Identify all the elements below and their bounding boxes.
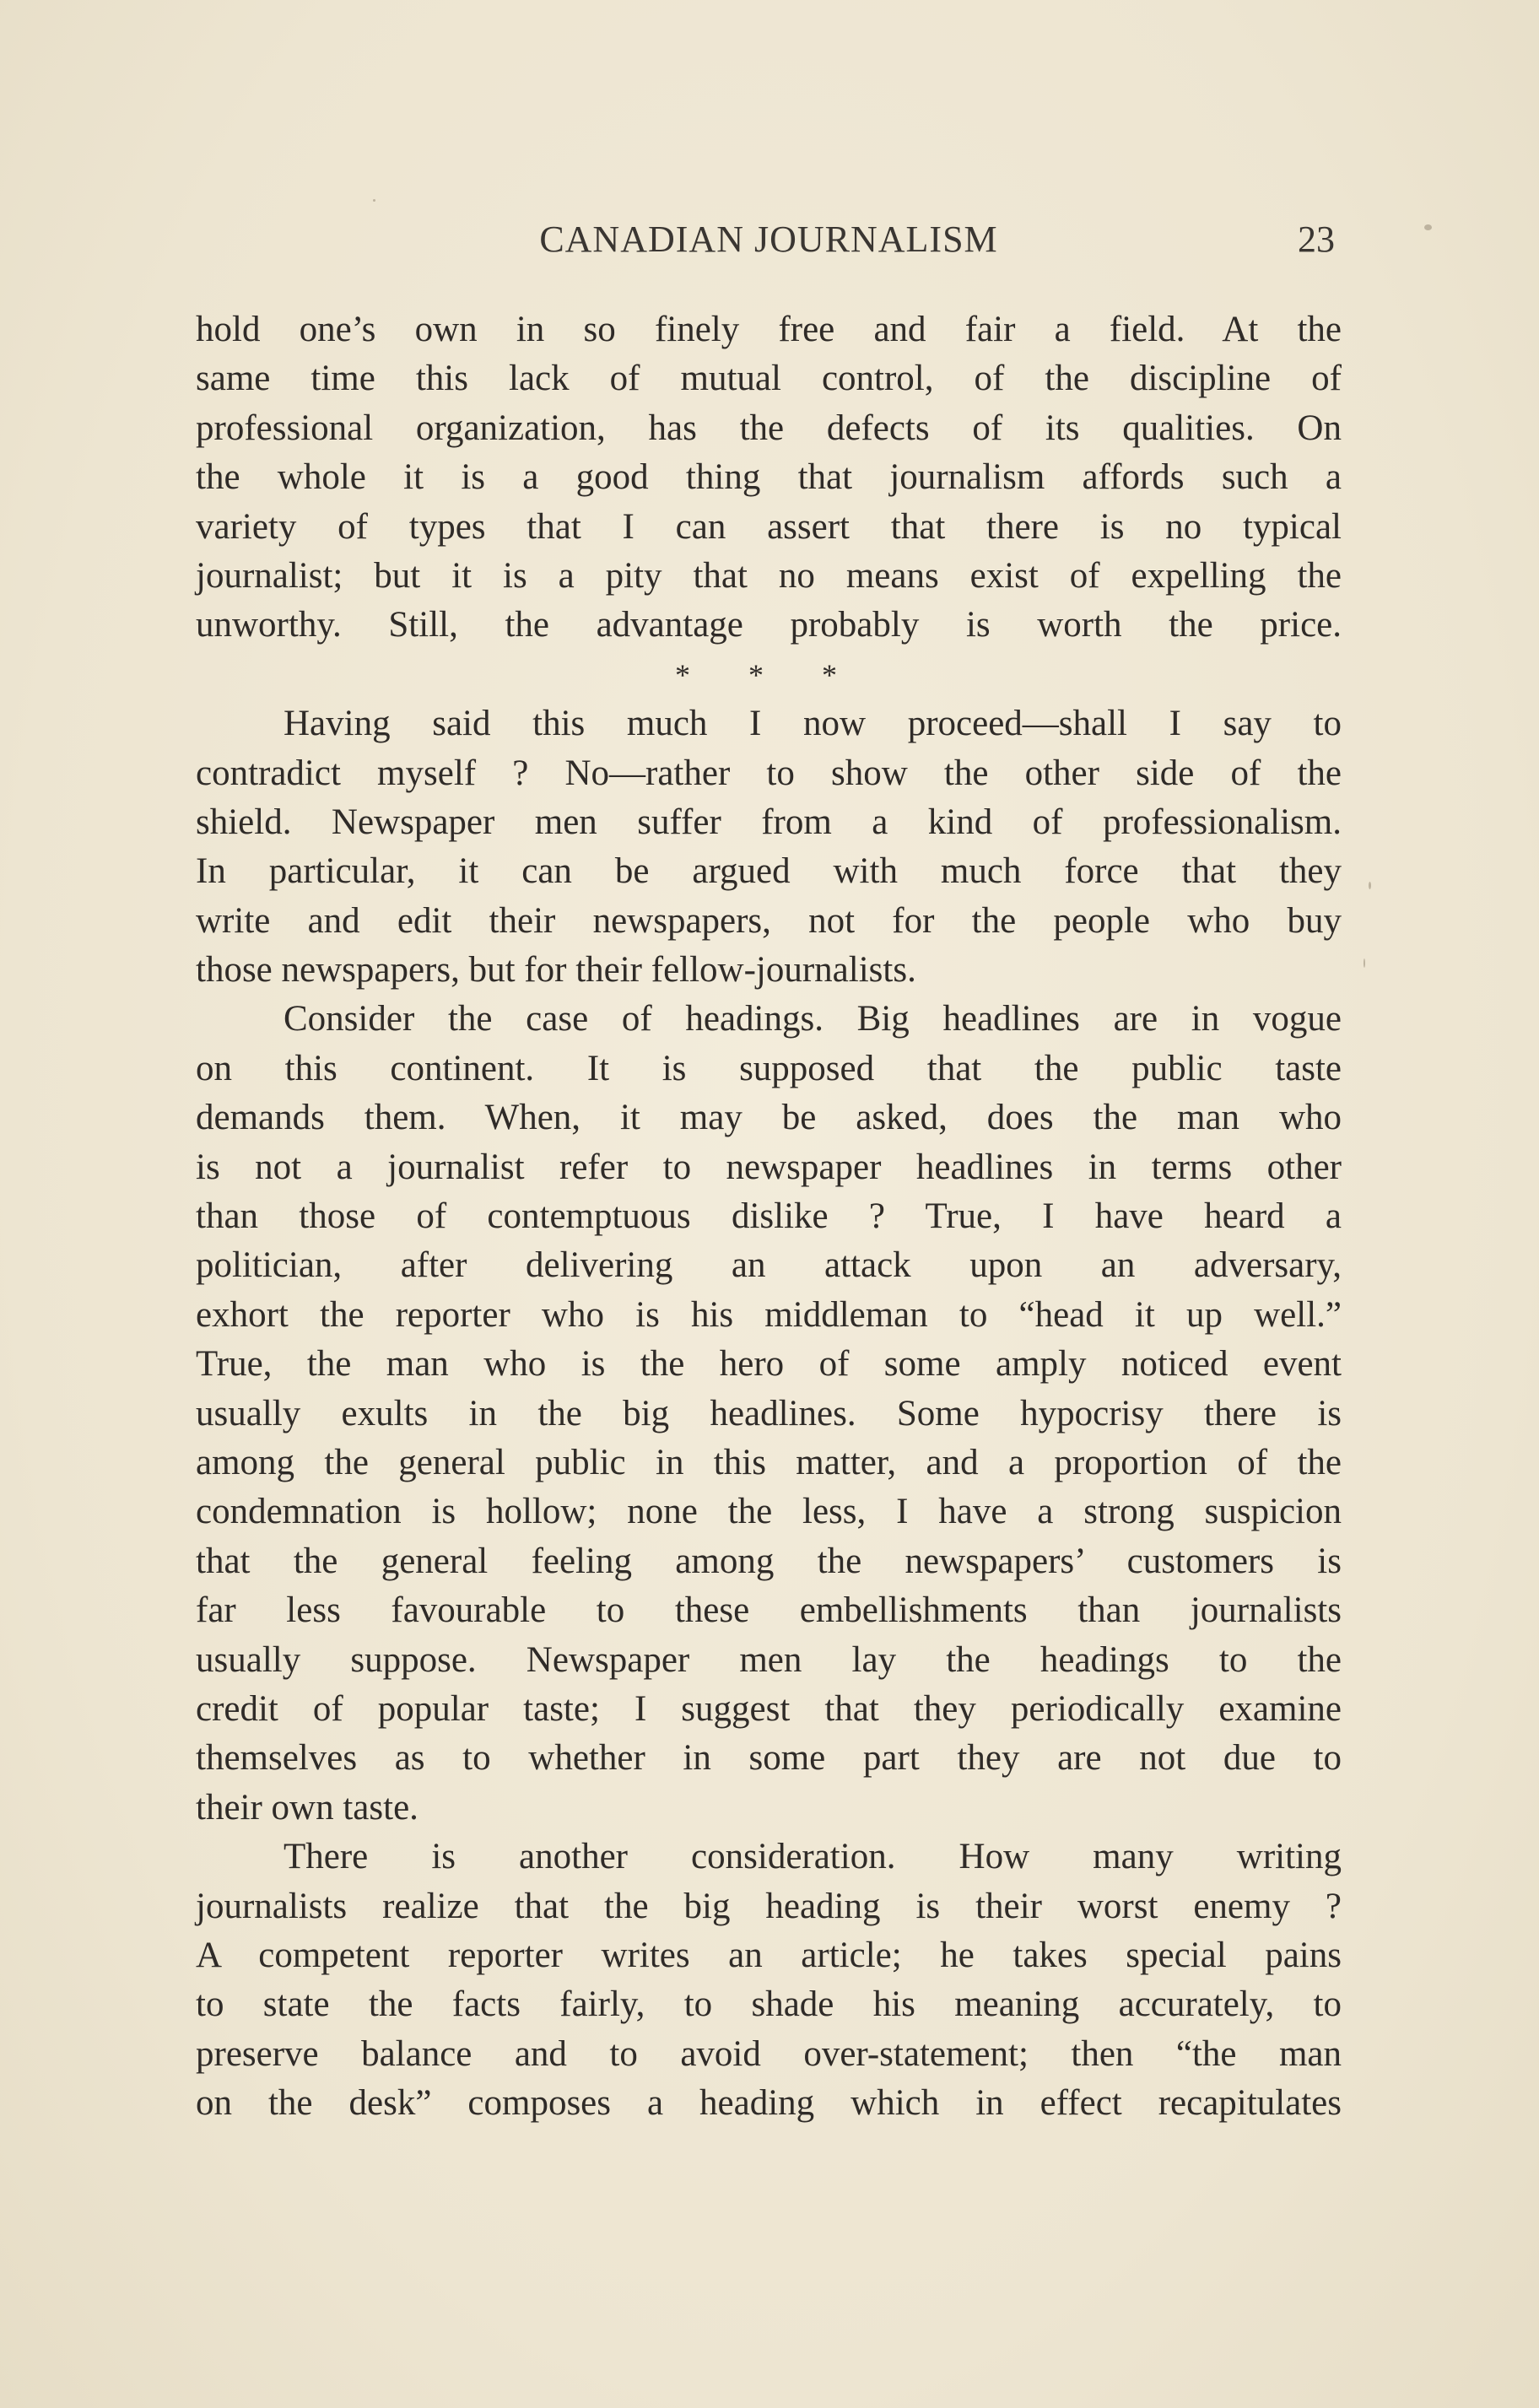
text-line: journalist; but it is a pity that no means exist of expelling the (196, 555, 1342, 596)
text-line: preserve balance and to avoid over-statement; then “the man (196, 2033, 1342, 2074)
text-line: unworthy. Still, the advantage probably is worth the price. (196, 605, 1342, 645)
text-line: their own taste. (196, 1787, 418, 1828)
text-line: that the general feeling among the newspapers’ customers is (196, 1541, 1342, 1581)
text-line: to state the facts fairly, to shade his meaning accurately, to (196, 1984, 1342, 2025)
text-line: journalists realize that the big heading is their worst enemy ? (196, 1886, 1342, 1926)
text-line: among the general public in this matter, and a proportion of the (196, 1442, 1342, 1482)
text-line: themselves as to whether in some part they are not due to (196, 1738, 1342, 1779)
text-line: write and edit their newspapers, not for the people who buy (196, 900, 1342, 941)
text-line: There is another consideration. How many writing (284, 1837, 1342, 1877)
page-number: 23 (1298, 219, 1335, 260)
text-line: True, the man who is the hero of some amply noticed event (196, 1344, 1342, 1385)
text-line: contradict myself ? No—rather to show the other side of the (196, 753, 1342, 793)
paper-speck (1424, 224, 1432, 230)
text-line: usually exults in the big headlines. Some hypocrisy there is (196, 1393, 1342, 1433)
text-line: the whole it is a good thing that journalism affords such a (196, 457, 1342, 498)
text-line: usually suppose. Newspaper men lay the headings to the (196, 1639, 1342, 1680)
text-line: demands them. When, it may be asked, does the man who (196, 1098, 1342, 1138)
text-line: professional organization, has the defects of its qualities. On (196, 408, 1342, 448)
text-line: In particular, it can be argued with much force that they (196, 851, 1342, 892)
paper-speck (373, 199, 375, 202)
text-line: variety of types that I can assert that there is no typical (196, 506, 1342, 547)
section-break: * * * (675, 657, 862, 692)
text-line: on the desk” composes a heading which in effect recapitulates (196, 2083, 1342, 2124)
text-line: far less favourable to these embellishments than journalists (196, 1590, 1342, 1631)
text-line: condemnation is hollow; none the less, I have a strong suspicion (196, 1492, 1342, 1532)
text-line: is not a journalist refer to newspaper headlines in terms other (196, 1147, 1342, 1187)
paper-speck (1364, 958, 1365, 968)
text-line: those newspapers, but for their fellow-journalists. (196, 950, 916, 991)
text-line: same time this lack of mutual control, of the discipline of (196, 359, 1342, 399)
running-title: CANADIAN JOURNALISM (539, 219, 998, 260)
text-line: credit of popular taste; I suggest that they periodically examine (196, 1688, 1342, 1729)
page-header (196, 218, 1342, 268)
text-line: politician, after delivering an attack upon an adversary, (196, 1245, 1342, 1286)
text-line: on this continent. It is supposed that the public taste (196, 1048, 1342, 1088)
text-line: than those of contemptuous dislike ? True, I have heard a (196, 1196, 1342, 1237)
text-line: exhort the reporter who is his middleman to “head it up well.” (196, 1294, 1342, 1335)
body-text (196, 305, 1342, 2128)
text-line: shield. Newspaper men suffer from a kind of professionalism. (196, 802, 1342, 842)
paper-speck (1369, 882, 1371, 889)
text-line: hold one’s own in so finely free and fair a field. At the (196, 310, 1342, 349)
text-line: Having said this much I now proceed—shall I say to (284, 704, 1342, 744)
text-line: Consider the case of headings. Big headlines are in vogue (284, 999, 1342, 1039)
text-line: A competent reporter writes an article; he takes special pains (196, 1935, 1342, 1975)
